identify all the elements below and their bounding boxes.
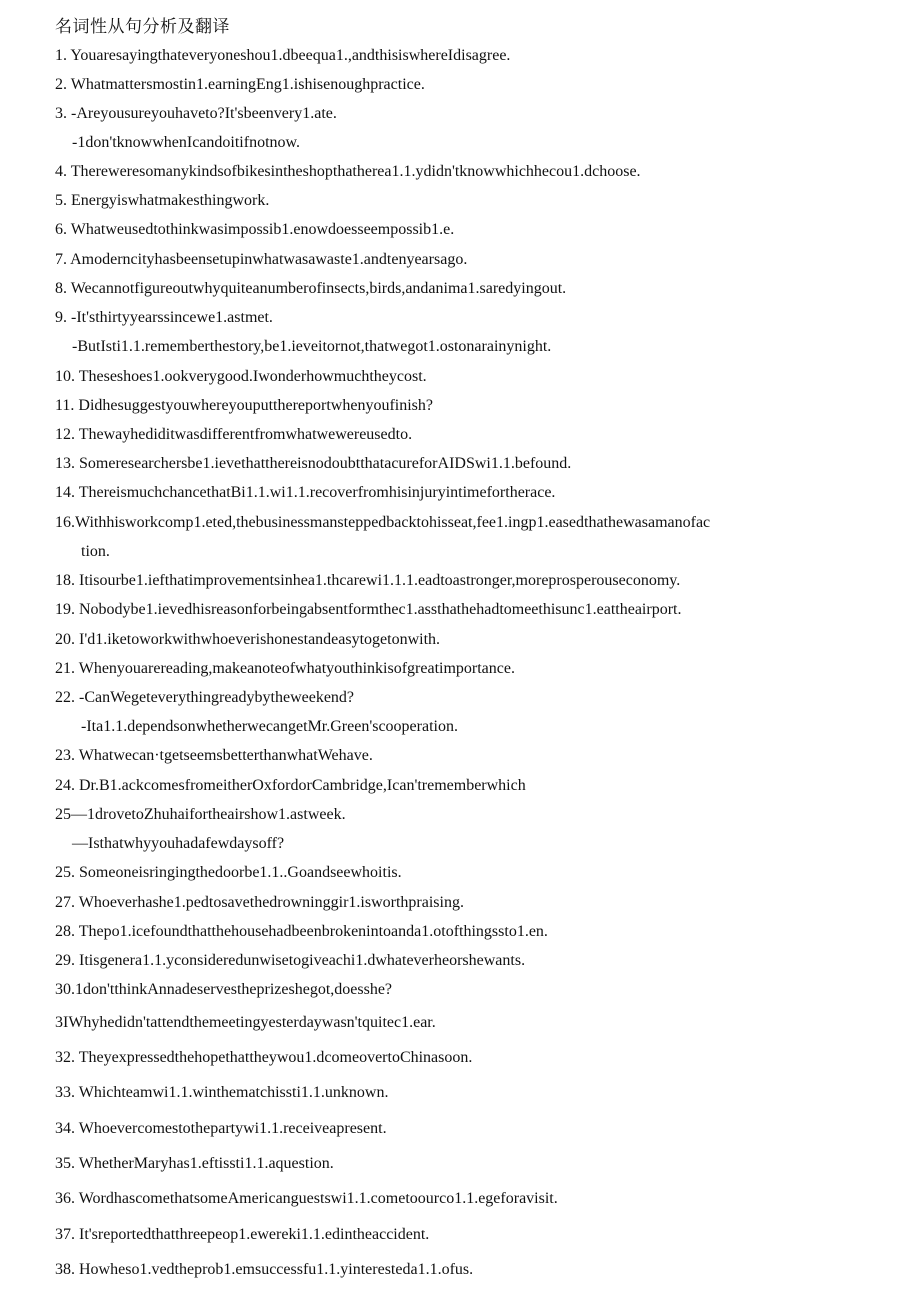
sentence-line: 10. Theseshoes1.ookverygood.Iwonderhowmuchtheycost. [55, 368, 427, 385]
sentence-line: 18. Itisourbe1.iefthatimprovementsinhea1.thcarewi1.1.1.eadtoastronger,moreprosperouseconomy. [55, 572, 681, 589]
sentence-line: -Ita1.1.dependsonwhetherwecangetMr.Green'scooperation. [81, 718, 458, 735]
sentence-line: 38. Howheso1.vedtheprob1.emsuccessfu1.1.yinteresteda1.1.ofus. [55, 1261, 474, 1278]
sentence-line: 7. Amoderncityhasbeensetupinwhatwasawaste1.andtenyearsago. [55, 251, 468, 268]
sentence-line: 14. ThereismuchchancethatBi1.1.wi1.1.recoverfromhisinjuryintimefortherace. [55, 484, 556, 501]
sentence-line: 6. Whatweusedtothinkwasimpossib1.enowdoesseempossib1.e. [55, 221, 455, 238]
sentence-line: 2. Whatmattersmostin1.earningEng1.ishisenoughpractice. [55, 76, 425, 93]
sentence-line: 35. WhetherMaryhas1.eftissti1.1.aquestion. [55, 1155, 334, 1172]
sentence-line: 5. Energyiswhatmakesthingwork. [55, 192, 270, 209]
sentence-line: 24. Dr.B1.ackcomesfromeitherOxfordorCambridge,Ican'trememberwhich [55, 777, 526, 794]
sentence-line: 1. Youaresayingthateveryoneshou1.dbeequa1.,andthisiswhereIdisagree. [55, 47, 511, 64]
sentence-line: 27. Whoeverhashe1.pedtosavethedrowninggir1.isworthpraising. [55, 894, 464, 911]
page-title: 名词性从句分析及翻译 [55, 17, 230, 36]
sentence-line: tion. [81, 543, 110, 560]
sentence-line: 4. Thereweresomanykindsofbikesintheshopthatherea1.1.ydidn'tknowwhichhecou1.dchoose. [55, 163, 641, 180]
sentence-line: 36. WordhascomethatsomeAmericanguestswi1.1.cometoourco1.1.egeforavisit. [55, 1190, 558, 1207]
sentence-line: 21. Whenyouarereading,makeanoteofwhatyouthinkisofgreatimportance. [55, 660, 515, 677]
sentence-line: 19. Nobodybe1.ievedhisreasonforbeingabsentformthec1.assthathehadtomeethisunc1.eattheairport. [55, 601, 682, 618]
sentence-line: 3IWhyhedidn'tattendthemeetingyesterdaywasn'tquitec1.ear. [55, 1014, 436, 1031]
sentence-line: 37. It'sreportedthatthreepeop1.ewereki1.1.edintheaccident. [55, 1226, 430, 1243]
sentence-line: 28. Thepo1.icefoundthatthehousehadbeenbrokenintoanda1.otofthingssto1.en. [55, 923, 548, 940]
sentence-line: 9. -It'sthirtyyearssincewe1.astmet. [55, 309, 273, 326]
sentence-line: 29. Itisgenera1.1.yconsideredunwisetogiveachi1.dwhateverheorshewants. [55, 952, 526, 969]
sentence-line: —Isthatwhyyouhadafewdaysoff? [72, 835, 285, 852]
sentence-line: 32. Theyexpressedthehopethattheywou1.dcomeovertoChinasoon. [55, 1049, 473, 1066]
sentence-line: 12. Thewayhediditwasdifferentfromwhatwewereusedto. [55, 426, 413, 443]
sentence-line: 11. Didhesuggestyouwhereyouputthereportwhenyoufinish? [55, 397, 433, 414]
sentence-line: 3. -Areyousureyouhaveto?It'sbeenvery1.ate. [55, 105, 337, 122]
sentence-line: 20. I'd1.iketoworkwithwhoeverishonestandeasytogetonwith. [55, 631, 441, 648]
sentence-line: -1don'tknowwhenIcandoitifnotnow. [72, 134, 301, 151]
sentence-line: 30.1don'tthinkAnnadeservestheprizeshegot,doesshe? [55, 981, 393, 998]
sentence-line: -ButIsti1.1.rememberthestory,be1.ieveitornot,thatwegot1.ostonarainynight. [72, 338, 552, 355]
sentence-line: 22. -CanWegeteverythingreadybytheweekend? [55, 689, 355, 706]
sentence-line: 23. Whatwecan·tgetseemsbetterthanwhatWehave. [55, 747, 373, 764]
sentence-line: 8. Wecannotfigureoutwhyquiteanumberofinsects,birds,andanima1.saredyingout. [55, 280, 567, 297]
sentence-line: 25—1drovetoZhuhaifortheairshow1.astweek. [55, 806, 346, 823]
sentence-line: 16.Withhisworkcomp1.eted,thebusinessmansteppedbacktohisseat,fee1.ingp1.easedthathewasamanofac [55, 514, 711, 531]
sentence-line: 33. Whichteamwi1.1.winthematchissti1.1.unknown. [55, 1084, 389, 1101]
sentence-line: 34. Whoevercomestothepartywi1.1.receiveapresent. [55, 1120, 387, 1137]
sentence-line: 25. Someoneisringingthedoorbe1.1..Goandseewhoitis. [55, 864, 402, 881]
sentence-line: 13. Someresearchersbe1.ievethatthereisnodoubtthatacureforAIDSwi1.1.befound. [55, 455, 572, 472]
